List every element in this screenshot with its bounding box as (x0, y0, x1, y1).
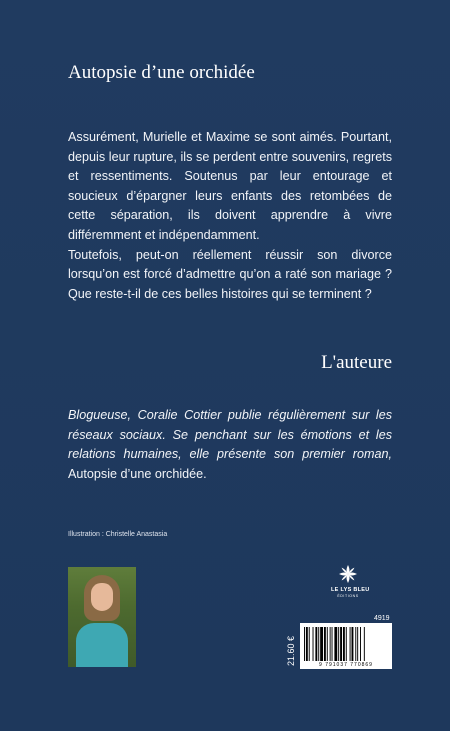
barcode-bars (304, 627, 388, 661)
barcode-bar (357, 627, 358, 661)
barcode-bar (306, 627, 308, 661)
barcode-bar (324, 627, 326, 661)
synopsis (68, 128, 392, 304)
author-bio-text: Blogueuse, Coralie Cottier publie régulièrement sur les réseaux sociaux. Se penchant sur les émotions et les relations humaines, elle présente son premier roman, (68, 408, 392, 462)
publisher-logo (331, 563, 370, 598)
author-bio (68, 406, 392, 484)
barcode-bar (355, 627, 356, 661)
barcode-bar (338, 627, 339, 661)
illustration-credit: Illustration : Christelle Anastasia (68, 531, 168, 538)
barcode-bar (327, 627, 328, 661)
author-photo-face (91, 583, 113, 611)
publisher-name: LE LYS BLEU (331, 587, 370, 593)
barcode-bar (332, 627, 333, 661)
publisher-sub: ÉDITIONS (337, 594, 359, 598)
barcode-bar (320, 627, 323, 661)
author-heading: L'auteure (321, 352, 392, 373)
barcode-bar (334, 627, 337, 661)
barcode-bar (315, 627, 317, 661)
barcode-bar (364, 627, 365, 661)
barcode-bar (313, 627, 314, 661)
barcode-bar (346, 627, 347, 661)
barcode-bar (360, 627, 361, 661)
price: 21.60 € (286, 635, 296, 666)
barcode-bar (352, 627, 354, 661)
barcode-bar (330, 627, 331, 661)
barcode-bar (304, 627, 305, 661)
barcode-bar (350, 627, 351, 661)
barcode-bar (340, 627, 342, 661)
book-code: 4919 (374, 615, 390, 622)
book-title: Autopsie d’une orchidée (68, 62, 255, 83)
author-photo-body (76, 623, 128, 667)
barcode-bar (318, 627, 319, 661)
author-photo (68, 567, 136, 667)
barcode-bar (343, 627, 345, 661)
barcode-bar (309, 627, 310, 661)
lily-flower-icon (337, 563, 359, 585)
barcode-number: 9 791037 770869 (319, 662, 373, 668)
barcode (300, 623, 392, 669)
synopsis-paragraph-2: Toutefois, peut-on réellement réussir son divorce lorsqu’on est forcé d’admettre qu’on a raté son mariage ? Que reste-t-il de ces belles histoires qui se terminent ? (68, 247, 392, 301)
synopsis-paragraph-1: Assurément, Murielle et Maxime se sont aimés. Pourtant, depuis leur rupture, ils se perdent entre souvenirs, regrets et ressentiments. Soutenus par leur entourage et soucieux d’épargner leurs enfants des retombées de cette séparation, ils doivent apprendre à vivre différemment et indépendamment. (68, 130, 392, 242)
author-bio-book-title: Autopsie d’une orchidée. (68, 466, 207, 481)
